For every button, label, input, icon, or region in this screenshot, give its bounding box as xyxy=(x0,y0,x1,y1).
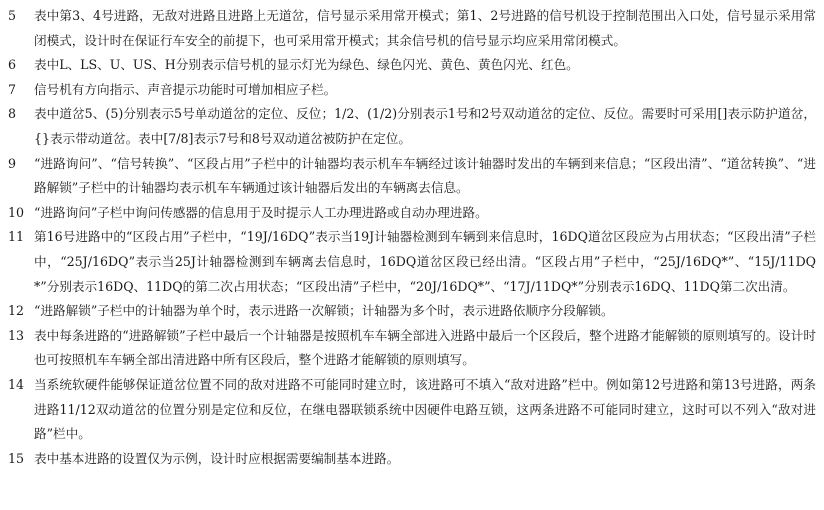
note-item xyxy=(8,78,816,103)
note-number: 12 xyxy=(8,303,25,319)
note-item xyxy=(8,53,816,78)
note-number: 5 xyxy=(8,8,17,23)
note-number: 10 xyxy=(8,204,25,220)
note-item xyxy=(8,152,816,201)
note-text: 表中每条进路的“进路解锁”子栏中最后一个计轴器是按照机车车辆全部进入进路中最后一个区段后，整个进路才能解锁的原则填写的。设计时也可按照机车车辆全部出清进路中所有区段后，整个进路才能解锁的原则填写。 xyxy=(34,327,816,368)
note-number: 6 xyxy=(8,57,17,73)
note-item xyxy=(8,324,816,373)
note-text: 第16号进路中的“区段占用”子栏中，“19J/16DQ”表示当19J计轴器检测到车辆到来信息时，16DQ道岔区段应为占用状态；“区段出清”子栏中，“25J/16DQ”表示当25J计轴器检测到车辆离去信息时，16DQ道岔区段已经出清。“区段占用”子栏中，“25J/16DQ*”、“15J/11DQ*”分别表示16DQ、11DQ的第二次占用状态；“区段出清”子栏中，“20J/16DQ*”、“17J/11DQ*”分别表示16DQ、11DQ第二次出清。 xyxy=(34,229,816,294)
note-text: “进路询问”子栏中询问传感器的信息用于及时提示人工办理进路或自动办理进路。 xyxy=(34,204,488,220)
note-text: 表中L、LS、U、US、H分别表示信号机的显示灯光为绿色、绿色闪光、黄色、黄色闪光、红色。 xyxy=(34,57,579,73)
note-item xyxy=(8,299,816,324)
note-number: 7 xyxy=(8,81,17,97)
note-text: “进路询问”、“信号转换”、“区段占用”子栏中的计轴器均表示机车车辆经过该计轴器时发出的车辆到来信息；“区段出清”、“道岔转换”、“进路解锁”子栏中的计轴器均表示机车车辆通过该计轴器后发出的车辆离去信息。 xyxy=(34,155,816,196)
note-text: 信号机有方向指示、声音提示功能时可增加相应子栏。 xyxy=(34,81,337,97)
note-text: 当系统软硬件能够保证道岔位置不同的敌对进路不可能同时建立时，该进路可不填入“敌对进路”栏中。例如第12号进路和第13号进路，两条进路11/12双动道岔的位置分别是定位和反位，在继电器联锁系统中因硬件电路互锁，这两条进路不可能同时建立，这时可以不列入“敌对进路”栏中。 xyxy=(34,376,816,442)
note-item xyxy=(8,201,816,226)
note-number: 8 xyxy=(8,106,17,122)
note-number: 13 xyxy=(8,327,25,343)
note-number: 14 xyxy=(8,376,25,392)
note-text: “进路解锁”子栏中的计轴器为单个时，表示进路一次解锁；计轴器为多个时，表示进路依顺序分段解锁。 xyxy=(34,303,614,319)
note-number: 15 xyxy=(8,450,25,466)
note-number: 11 xyxy=(8,229,25,245)
note-number: 9 xyxy=(8,155,17,171)
note-item xyxy=(8,447,816,472)
note-item xyxy=(8,225,816,299)
note-item xyxy=(8,4,816,53)
note-text: 表中第3、4号进路，无敌对进路且进路上无道岔，信号显示采用常开模式；第1、2号进路的信号机设于控制范围出入口处，信号显示采用常闭模式，设计时在保证行车安全的前提下，也可采用常开模式；其余信号机的信号显示均应采用常闭模式。 xyxy=(34,8,816,48)
note-item xyxy=(8,373,816,447)
note-item xyxy=(8,102,816,151)
note-text: 表中道岔5、(5)分别表示5号单动道岔的定位、反位；1/2、(1/2)分别表示1号和2号双动道岔的定位、反位。需要时可采用[]表示防护道岔，{}表示带动道岔。表中[7/8]表示7号和8号双动道岔被防护在定位。 xyxy=(34,106,816,146)
note-text: 表中基本进路的设置仅为示例，设计时应根据需要编制基本进路。 xyxy=(34,450,400,466)
